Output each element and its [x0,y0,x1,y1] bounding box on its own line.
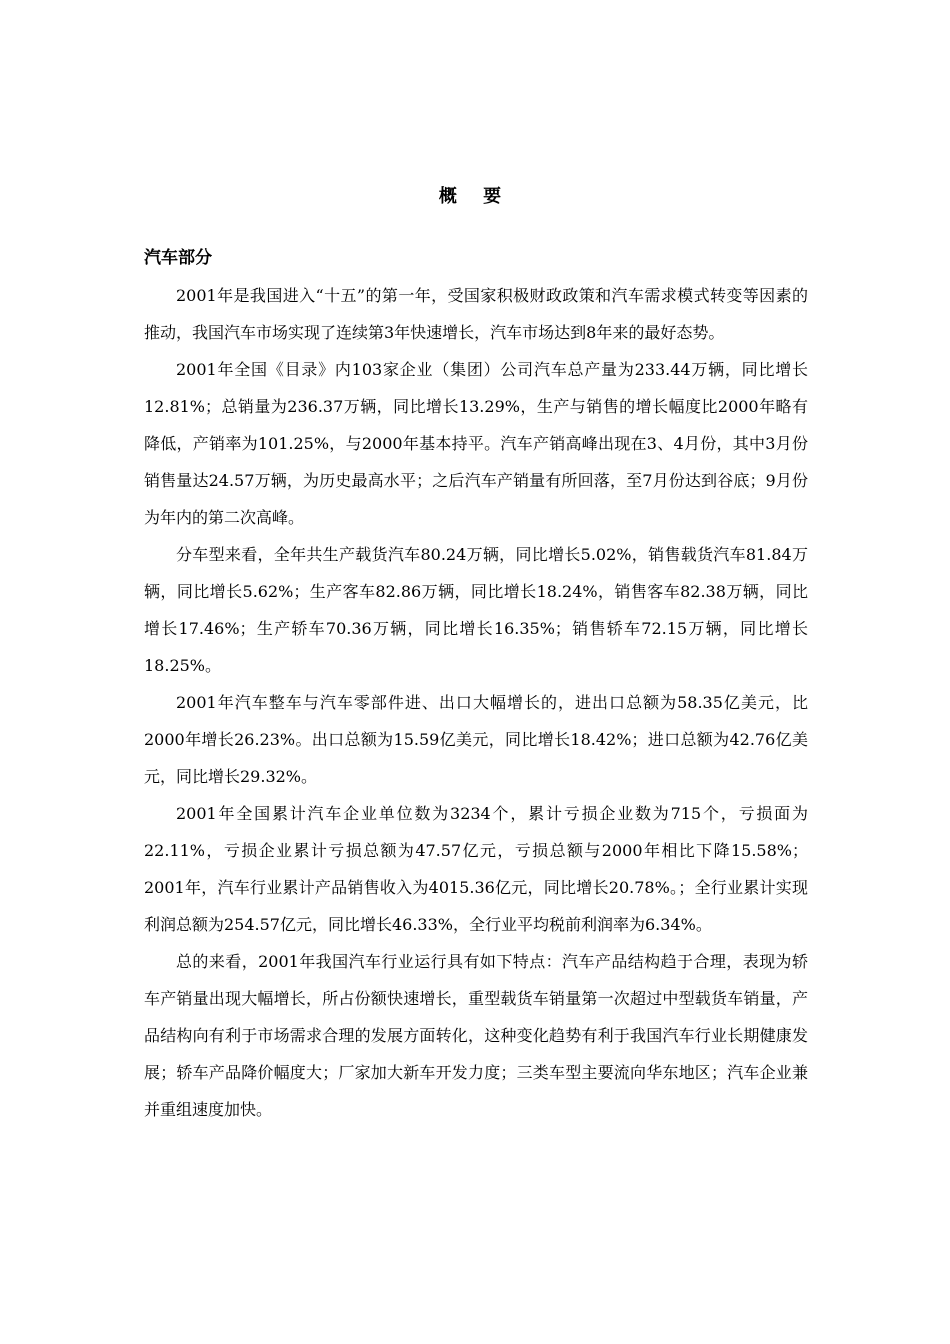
paragraph: 2001年是我国进入“十五”的第一年，受国家积极财政政策和汽车需求模式转变等因素的推动，我国汽车市场实现了连续第3年快速增长，汽车市场达到8年来的最好态势。 [144,286,808,342]
paragraph: 2001年全国《目录》内103家企业（集团）公司汽车总产量为233.44万辆，同比增长12.81%；总销量为236.37万辆，同比增长13.29%，生产与销售的增长幅度比2000年略有降低，产销率为101.25%，与2000年基本持平。汽车产销高峰出现在3、4月份，其中3月份销售量达24.57万辆，为历史最高水平；之后汽车产销量有所回落，至7月份达到谷底；9月份为年内的第二次高峰。 [144,360,808,527]
paragraph: 分车型来看，全年共生产载货汽车80.24万辆，同比增长5.02%，销售载货汽车81.84万辆，同比增长5.62%；生产客车82.86万辆，同比增长18.24%，销售客车82.38万辆，同比增长17.46%；生产轿车70.36万辆，同比增长16.35%；销售轿车72.15万辆，同比增长18.25%。 [144,545,808,675]
page-title: 概 要 [438,186,512,207]
paragraph: 总的来看，2001年我国汽车行业运行具有如下特点：汽车产品结构趋于合理，表现为轿车产销量出现大幅增长，所占份额快速增长，重型载货车销量第一次超过中型载货车销量，产品结构向有利于市场需求合理的发展方面转化，这种变化趋势有利于我国汽车行业长期健康发展；轿车产品降价幅度大；厂家加大新车开发力度；三类车型主要流向华东地区；汽车企业兼并重组速度加快。 [144,952,808,1119]
paragraph: 2001年汽车整车与汽车零部件进、出口大幅增长的，进出口总额为58.35亿美元，比2000年增长26.23%。出口总额为15.59亿美元，同比增长18.42%；进口总额为42.76亿美元，同比增长29.32%。 [144,693,808,786]
section-heading: 汽车部分 [144,248,212,268]
body-text [144,277,808,1128]
paragraph: 2001年全国累计汽车企业单位数为3234个，累计亏损企业数为715个，亏损面为22.11%，亏损企业累计亏损总额为47.57亿元，亏损总额与2000年相比下降15.58%；2001年，汽车行业累计产品销售收入为4015.36亿元，同比增长20.78%。；全行业累计实现利润总额为254.57亿元，同比增长46.33%，全行业平均税前利润率为6.34%。 [144,804,808,934]
